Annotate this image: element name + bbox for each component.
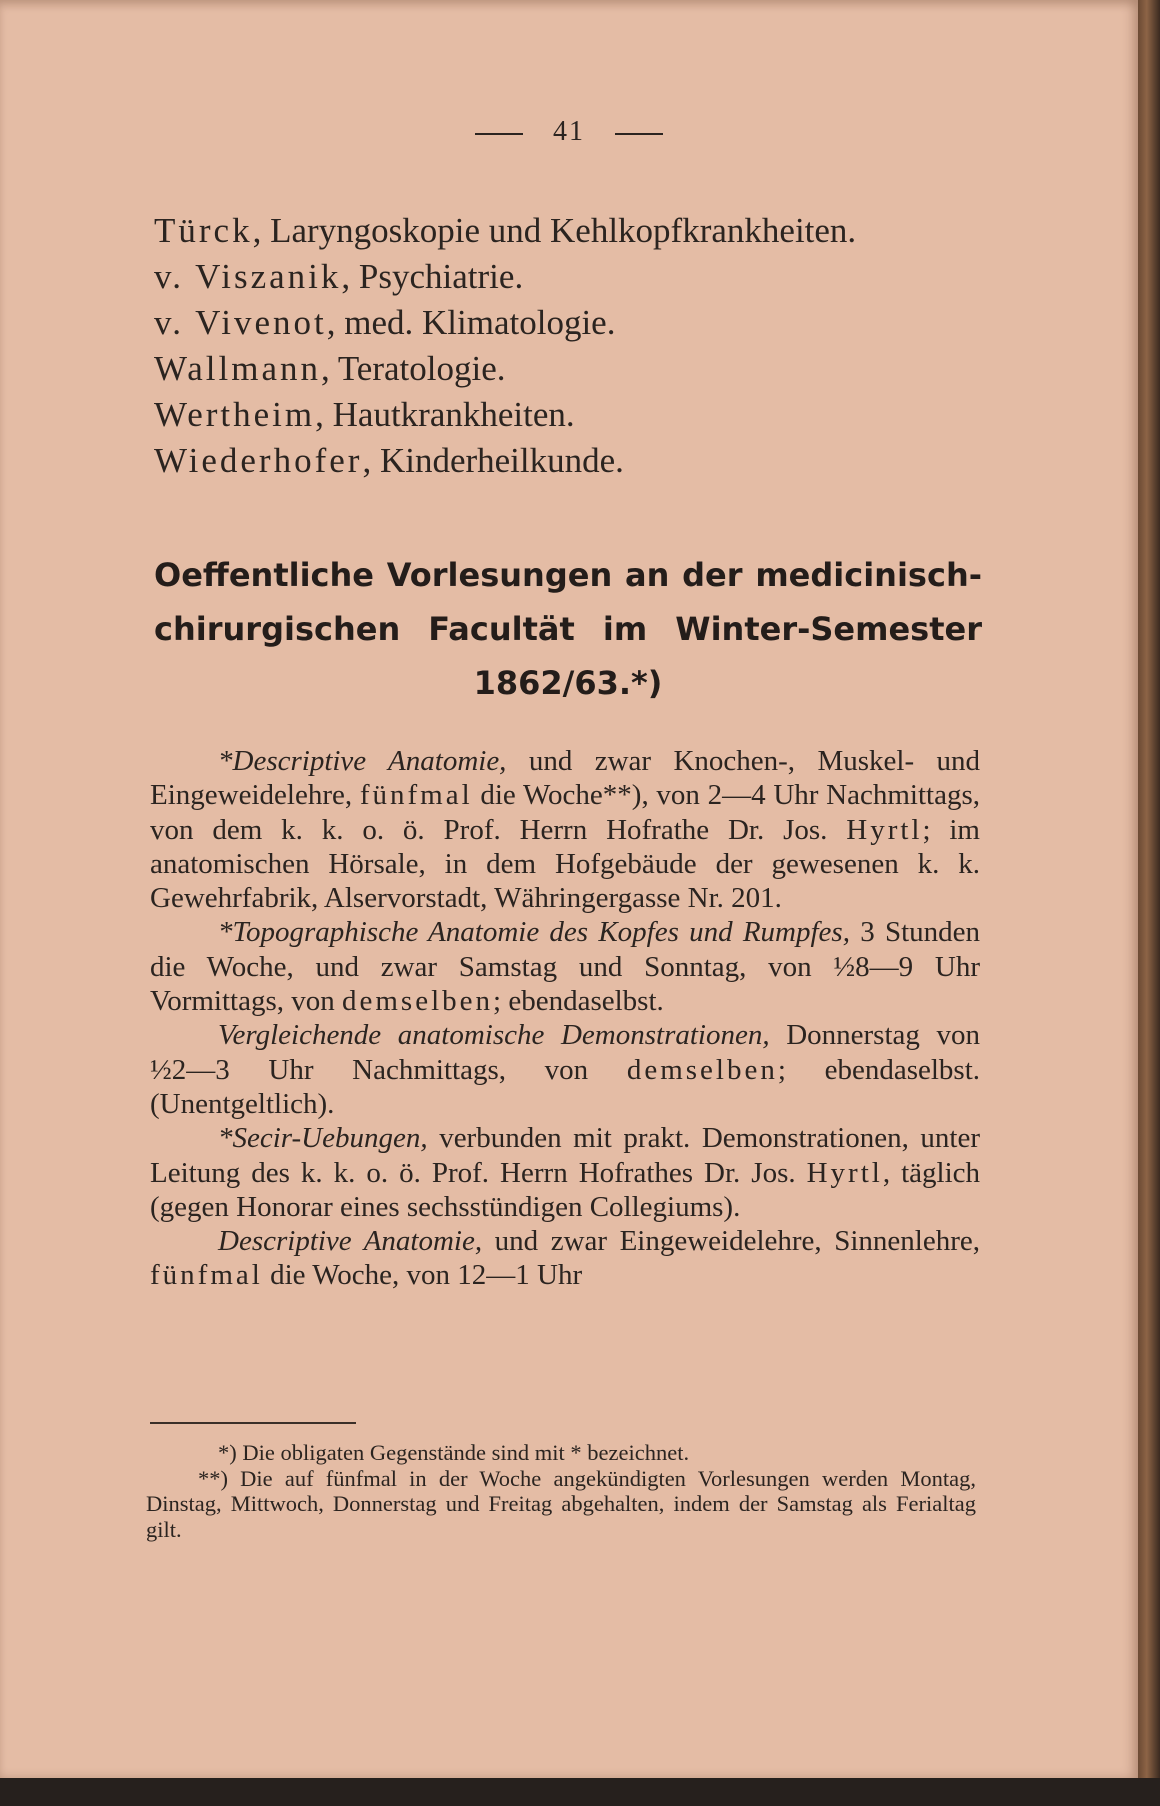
lecture-entry: *Descriptive Anatomie, und zwar Knochen-, Muskel- und Eingeweidelehre, fünfmal die Woche**), von 2—4 Uhr Nachmittags, von dem k. k. o. ö. Prof. Herrn Hofrathe Dr. Jos. Hyrtl; im anatomischen Hörsale, in dem Hofgebäude der gewesenen k. k. Gewehrfabrik, Alservorstadt, Währingergasse Nr. 201. (150, 745, 981, 915)
lecture-title: Vergleichende anatomische Demonstrationen, (218, 1019, 770, 1052)
heading-line: chirurgischen Facultät im Winter-Semester (154, 610, 982, 648)
section-heading (154, 548, 982, 710)
lecture-title: *Topographische Anatomie des Kopfes und Rumpfes, (218, 916, 850, 949)
lecturer-list (154, 208, 1014, 484)
lecture-title: Descriptive Anatomie, (218, 1225, 483, 1258)
page-number (0, 116, 1138, 148)
lecture-title: *Descriptive Anatomie, (218, 745, 507, 777)
lecture-title: *Secir-Uebungen, (218, 1122, 428, 1155)
list-item: v. Vivenot, med. Klimatologie. (154, 303, 616, 342)
page-number-value: 41 (553, 116, 585, 147)
list-item: v. Viszanik, Psychiatrie. (154, 257, 524, 296)
folio-dash-right (615, 133, 663, 135)
list-item: Wertheim, Hautkrankheiten. (154, 395, 575, 434)
footnote: *) Die obligaten Gegenstände sind mit * bezeichnet. (218, 1440, 690, 1465)
folio-dash-left (475, 133, 523, 135)
footnote: **) Die auf fünfmal in der Woche angekündigten Vorlesungen werden Montag, Dinstag, Mittwoch, Donnerstag und Freitag abgehalten, indem der Samstag als Ferialtag gilt. (146, 1465, 976, 1542)
heading-line: Oeffentliche Vorlesungen an der medicinisch- (154, 556, 982, 594)
lecture-entries (150, 744, 980, 1293)
book-edge (1138, 0, 1160, 1778)
footnotes (146, 1440, 976, 1542)
heading-line: 1862/63.*) (473, 664, 663, 702)
footnote-divider (150, 1422, 356, 1424)
list-item: Wallmann, Teratologie. (154, 349, 506, 388)
lecture-entry: *Secir-Uebungen, verbunden mit prakt. Demonstrationen, unter Leitung des k. k. o. ö. Prof. Herrn Hofrathes Dr. Jos. Hyrtl, täglich (gegen Honorar eines sechsstündigen Collegiums). (150, 1122, 980, 1223)
list-item: Türck, Laryngoskopie und Kehlkopfkrankheiten. (154, 211, 857, 250)
list-item: Wiederhofer, Kinderheilkunde. (154, 441, 624, 480)
lecture-entry: Vergleichende anatomische Demonstrationen, Donnerstag von ½2—3 Uhr Nachmittags, von demselben; ebendaselbst. (Unentgeltlich). (150, 1019, 981, 1120)
lecture-entry: *Topographische Anatomie des Kopfes und Rumpfes, 3 Stunden die Woche, und zwar Samstag und Sonntag, von ½8—9 Uhr Vormittags, von demselben; ebendaselbst. (150, 916, 980, 1018)
lecture-entry: Descriptive Anatomie, und zwar Eingeweidelehre, Sinnenlehre, fünfmal die Woche, von 12—1 Uhr (150, 1225, 980, 1292)
